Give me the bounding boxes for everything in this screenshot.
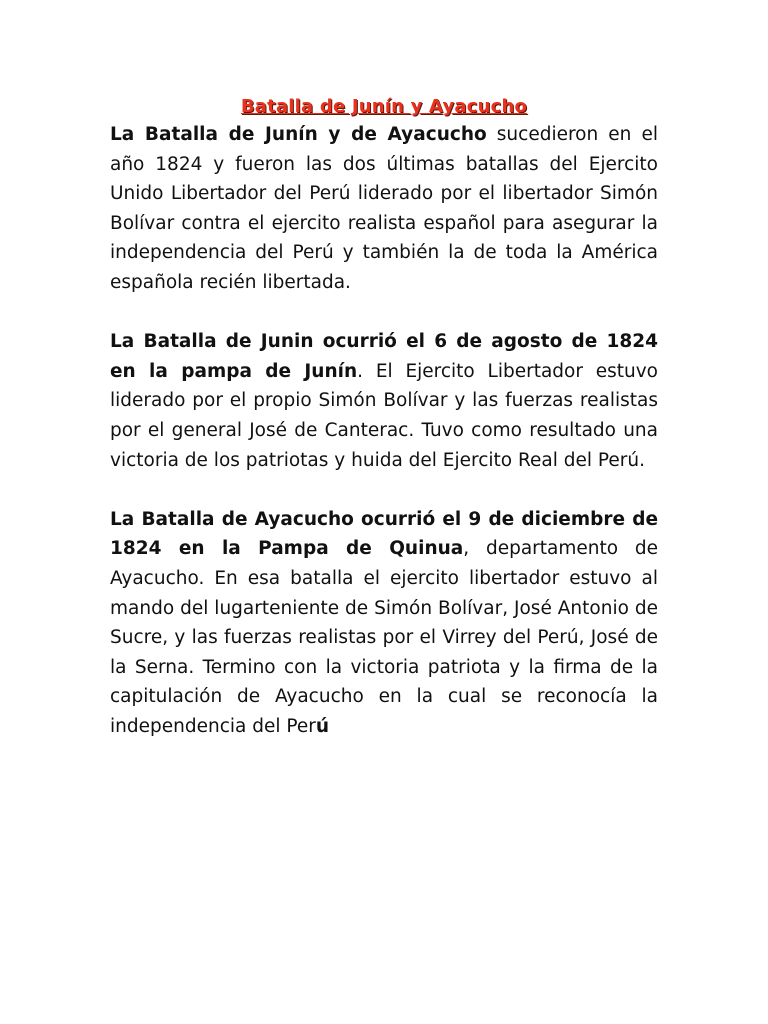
paragraph-ayacucho-body: , departamento de Ayacucho. En esa batalla el ejercito libertador estuvo al mando del lugarteniente de Simón Bolívar, José Antonio de Sucre, y las fuerzas realistas por el Virrey del Perú, José de la Serna. Termino con la victoria patriota y la firma de la capitulación de Ayacucho en la cual se reconocía la independencia del Per	[110, 538, 659, 737]
paragraph-intro-lead: La Batalla de Junín y de Ayacucho	[110, 124, 487, 145]
paragraph-ayacucho-lead: La Batalla de Ayacucho ocurrió el 9 de diciembre de 1824 en la Pampa de Quinua	[110, 508, 658, 560]
paragraph-junin-lead: La Batalla de Junin ocurrió el 6 de agosto de 1824 en la pampa de Junín	[110, 331, 658, 382]
paragraph-ayacucho-tail: ú	[315, 715, 330, 737]
paragraph-junin-body: . El Ejercito Libertador estuvo liderado por el propio Simón Bolívar y las fuerzas realistas por el general José de Canterac. Tuvo como resultado una victoria de los patriotas y huida del Ejercito Real del Perú.	[110, 360, 659, 471]
document-title: Batalla de Junín y Ayacucho	[240, 96, 528, 117]
paragraph-intro	[110, 120, 658, 298]
paragraph-ayacucho	[110, 505, 658, 742]
paragraph-junin	[110, 327, 658, 475]
paragraph-intro-body: sucedieron en el año 1824 y fueron las dos últimas batallas del Ejercito Unido Libertador del Perú liderado por el libertador Simón Bolívar contra el ejercito realista español para asegurar la independencia del Perú y también la de toda la América española recién libertada.	[110, 124, 658, 293]
document-page	[110, 94, 658, 741]
